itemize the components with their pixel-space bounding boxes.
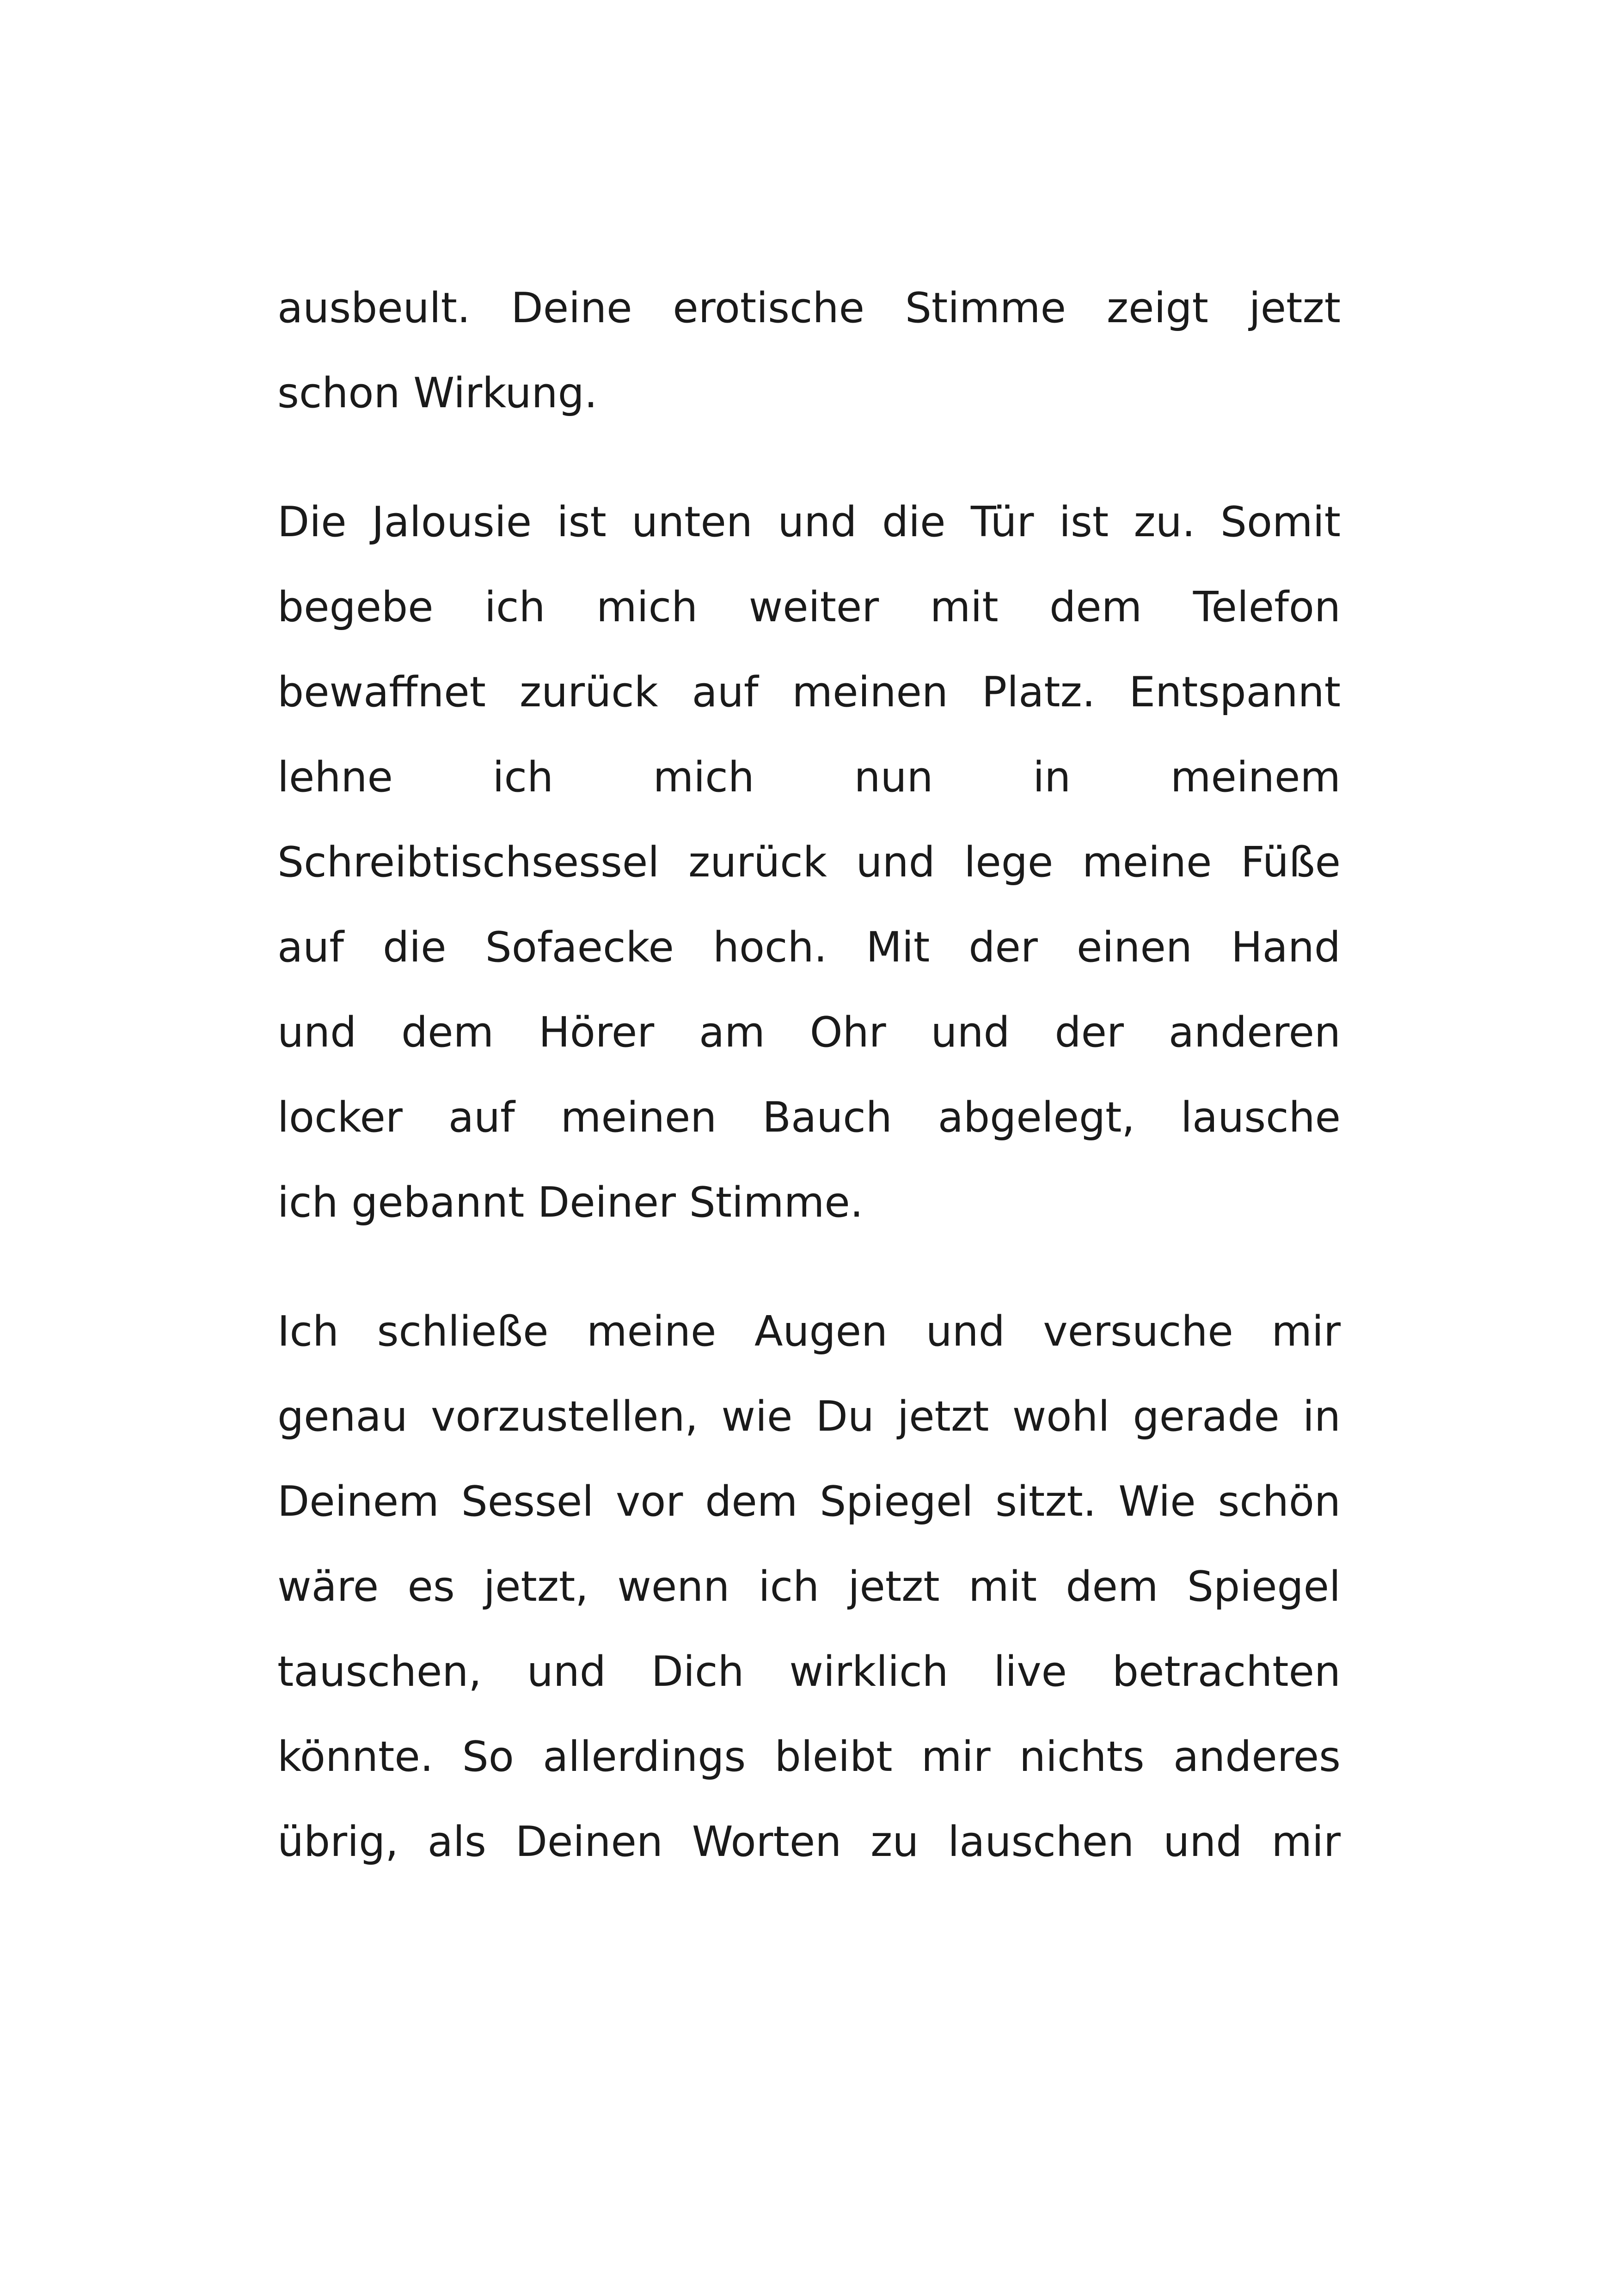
text-line: auf die Sofaecke hoch. Mit der einen Hand: [277, 923, 1341, 972]
text-line: bewaffnet zurück auf meinen Platz. Entspannt: [277, 668, 1341, 716]
paragraph-2: [277, 480, 1341, 1245]
text-line: übrig, als Deinen Worten zu lauschen und mir: [277, 1818, 1341, 1866]
text-line: wäre es jetzt, wenn ich jetzt mit dem Spiegel: [277, 1562, 1341, 1611]
text-line: ich gebannt Deiner Stimme.: [277, 1178, 864, 1227]
paragraph-3: [277, 1289, 1341, 1885]
text-line: ausbeult. Deine erotische Stimme zeigt jetzt: [277, 284, 1341, 332]
text-line: Schreibtischsessel zurück und lege meine Füße: [277, 838, 1341, 887]
text-line: genau vorzustellen, wie Du jetzt wohl gerade in: [277, 1392, 1341, 1441]
text-line: begebe ich mich weiter mit dem Telefon: [277, 583, 1341, 631]
text-line: tauschen, und Dich wirklich live betrachten: [277, 1647, 1341, 1696]
text-line: und dem Hörer am Ohr und der anderen: [277, 1008, 1341, 1057]
text-line: lehne ich mich nun in meinem: [277, 753, 1341, 802]
text-line: schon Wirkung.: [277, 369, 598, 417]
text-line: könnte. So allerdings bleibt mir nichts anderes: [277, 1733, 1341, 1781]
text-line: Die Jalousie ist unten und die Tür ist zu. Somit: [277, 498, 1341, 546]
text-line: Ich schließe meine Augen und versuche mir: [277, 1307, 1341, 1356]
text-line: locker auf meinen Bauch abgelegt, lausche: [277, 1093, 1341, 1142]
paragraph-1: [277, 266, 1341, 436]
text-line: Deinem Sessel vor dem Spiegel sitzt. Wie schön: [277, 1477, 1341, 1526]
body-text: [277, 266, 1341, 1929]
